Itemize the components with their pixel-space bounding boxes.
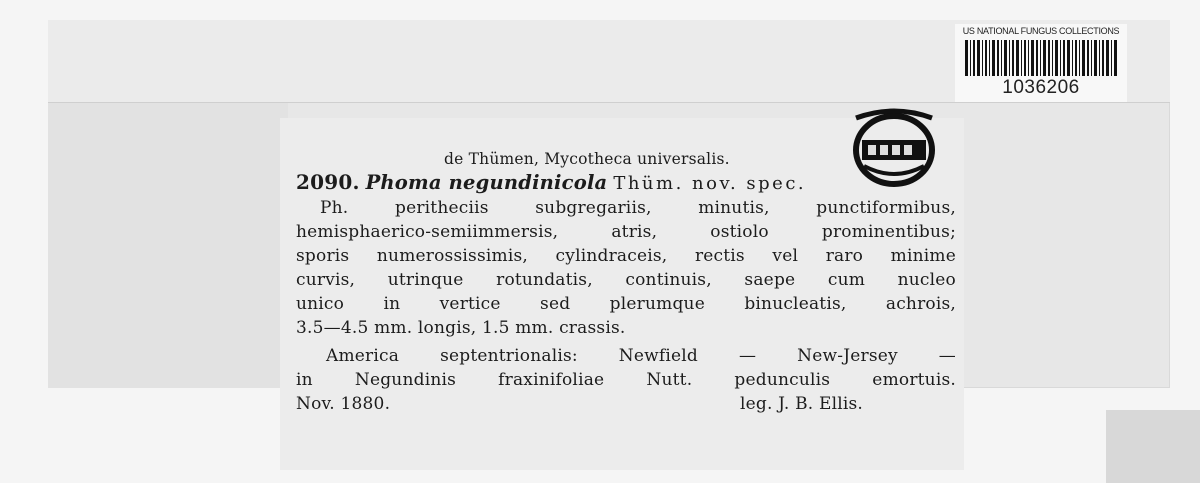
host-line: in Negundinis fraxinifoliae Nutt. pedunculis emortuis. — [296, 370, 956, 390]
series-line: de Thümen, Mycotheca universalis. — [444, 150, 730, 168]
description-line-4: curvis, utrinque rotundatis, continuis, saepe cum nucleo — [296, 270, 956, 290]
collection-name: US NATIONAL FUNGUS COLLECTIONS — [962, 26, 1120, 36]
collection-date: Nov. 1880. — [296, 394, 391, 414]
adjacent-packet-corner — [1106, 410, 1200, 483]
herbarium-stamp-icon — [846, 106, 942, 190]
description-line-1: Ph. peritheciis subgregariis, minutis, punctiformibus, — [320, 198, 956, 218]
locality-line: America septentrionalis: Newfield — New-Jersey — — [326, 346, 956, 366]
exsiccata-number: 2090. — [296, 170, 360, 194]
species-author: Thüm. nov. spec. — [613, 173, 807, 194]
species-name: Phoma negundinicola — [365, 171, 608, 194]
description-line-3: sporis numerossissimis, cylindraceis, rectis vel raro minime — [296, 246, 956, 266]
collector: leg. J. B. Ellis. — [740, 394, 864, 414]
description-line-5: unico in vertice sed plerumque binucleatis, achrois, — [296, 294, 956, 314]
barcode-label — [955, 24, 1127, 102]
barcode-icon — [965, 40, 1117, 76]
description-line-2: hemisphaerico-semiimmersis, atris, ostiolo prominentibus; — [296, 222, 956, 242]
barcode-number: 1036206 — [1002, 77, 1080, 98]
packet-shadow — [48, 103, 288, 388]
description-line-6: 3.5—4.5 mm. longis, 1.5 mm. crassis. — [296, 318, 626, 338]
